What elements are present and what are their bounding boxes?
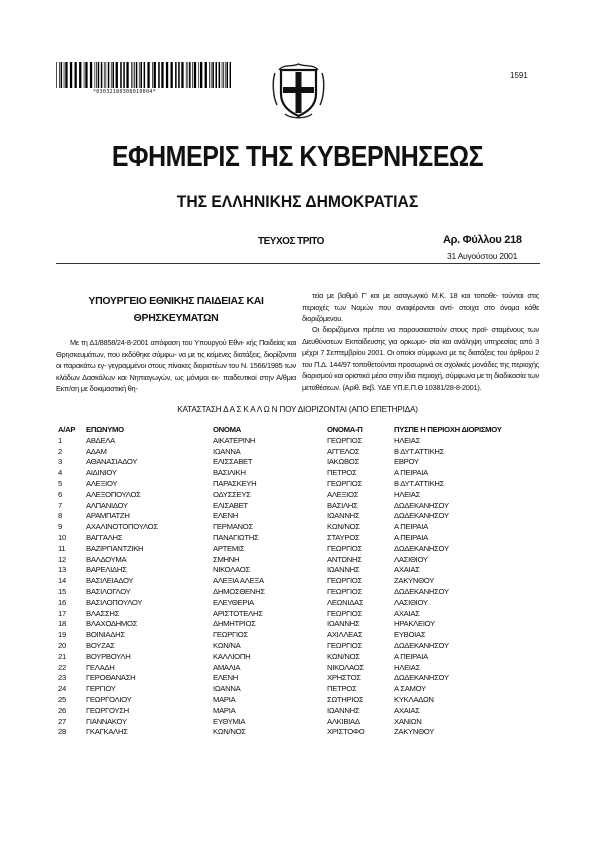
- barcode-bar: [178, 62, 180, 88]
- cell-appointment-area: ΕΥΒΟΙΑΣ: [394, 630, 426, 640]
- cell-serial: 18: [58, 619, 66, 629]
- cell-fathers-name: ΑΓΓΕΛΟΣ: [327, 446, 360, 456]
- issue-date: 31 Αυγούστου 2001: [447, 251, 518, 261]
- cell-first-name: ΚΑΛΛΙΟΠΗ: [213, 651, 251, 661]
- barcode-bar: [186, 62, 187, 88]
- cell-serial: 19: [58, 630, 66, 640]
- cell-serial: 24: [58, 684, 66, 694]
- cell-appointment-area: Α ΠΕΙΡΑΙΑ: [394, 468, 428, 478]
- cell-serial: 13: [58, 565, 66, 575]
- cell-fathers-name: ΙΑΚΩΒΟΣ: [327, 457, 359, 467]
- cell-first-name: ΑΜΑΛΙΑ: [213, 662, 241, 672]
- barcode-bar: [96, 62, 97, 88]
- table-row: [58, 533, 548, 544]
- cell-fathers-name: ΑΧΙΛΛΕΑΣ: [327, 630, 363, 640]
- table-row: [58, 544, 548, 555]
- cell-surname: ΓΕΩΡΓΟΛΙΟΥ: [86, 694, 132, 704]
- cell-surname: ΑΛΕΞΟΠΟΥΛΟΣ: [86, 489, 141, 499]
- cell-first-name: ΕΛΕΝΗ: [213, 673, 238, 683]
- table-row: [58, 663, 548, 674]
- table-body: [58, 436, 548, 738]
- cell-surname: ΒΑΖΙΡΓΙΑΝΤΖΙΚΗ: [86, 543, 144, 553]
- barcode-bar: [230, 62, 231, 88]
- cell-appointment-area: Β ΔΥΤ.ΑΤΤΙΚΗΣ: [394, 478, 445, 488]
- barcode-bar: [212, 62, 214, 88]
- table-row: [58, 684, 548, 695]
- cell-surname: ΑΛΠΑΝΙΔΟΥ: [86, 500, 128, 510]
- barcode-bar: [95, 62, 96, 88]
- cell-serial: 21: [58, 651, 66, 661]
- gazette-title: ΕΦΗΜΕΡΙΣ ΤΗΣ ΚΥΒΕΡΝΗΣΕΩΣ: [111, 141, 484, 173]
- cell-surname: ΒΟΥΖΑΣ: [86, 640, 115, 650]
- cell-surname: ΑΧΑΛΙΝΟΤΟΠΟΥΛΟΣ: [86, 522, 158, 532]
- barcode-bar: [188, 62, 189, 88]
- cell-appointment-area: ΔΩΔΕΚΑΝΗΣΟΥ: [394, 586, 449, 596]
- barcode-bar: [70, 62, 72, 88]
- cell-fathers-name: ΧΡΙΣΤΟΦΟ: [327, 727, 365, 737]
- cell-serial: 2: [58, 446, 62, 456]
- cell-surname: ΑΘΑΝΑΣΙΑΔΟΥ: [86, 457, 138, 467]
- cell-fathers-name: ΚΩΝ/ΝΟΣ: [327, 522, 360, 532]
- barcode-bar: [116, 62, 118, 88]
- ministry-heading: [56, 293, 296, 327]
- cell-fathers-name: ΣΤΑΥΡΟΣ: [327, 532, 360, 542]
- barcode-bar: [59, 62, 60, 88]
- cell-first-name: ΕΛΙΣΣΑΒΕΤ: [213, 457, 253, 467]
- cell-first-name: ΕΛΕΥΘΕΡΙΑ: [213, 597, 254, 607]
- cell-appointment-area: ΑΧΑΙΑΣ: [394, 608, 420, 618]
- cell-first-name: ΕΛΕΝΗ: [213, 511, 238, 521]
- cell-first-name: ΜΑΡΙΑ: [213, 705, 236, 715]
- barcode-bar: [123, 62, 125, 88]
- table-row: [58, 717, 548, 728]
- cell-fathers-name: ΓΕΩΡΓΙΟΣ: [327, 586, 362, 596]
- header-appointment-area: ΠΥΣΠΕ Η ΠΕΡΙΟΧΗ ΔΙΟΡΙΣΜΟΥ: [394, 425, 502, 434]
- barcode-number: *03032180308010004*: [93, 89, 156, 95]
- cell-surname: ΒΛΑΧΟΔΗΜΟΣ: [86, 619, 138, 629]
- barcode-bar: [154, 62, 156, 88]
- cell-first-name: ΓΕΩΡΓΙΟΣ: [213, 630, 248, 640]
- table-row: [58, 555, 548, 566]
- cell-fathers-name: ΓΕΩΡΓΙΟΣ: [327, 543, 362, 553]
- barcode-bar: [171, 62, 173, 88]
- cell-surname: ΓΕΡΓΙΟΥ: [86, 684, 116, 694]
- cell-fathers-name: ΠΕΤΡΟΣ: [327, 684, 357, 694]
- cell-fathers-name: ΓΕΩΡΓΙΟΣ: [327, 478, 362, 488]
- cell-fathers-name: ΑΛΕΞΙΟΣ: [327, 489, 359, 499]
- cell-surname: ΓΕΩΡΓΟΥΣΗ: [86, 705, 129, 715]
- cell-first-name: ΙΩΑΝΝΑ: [213, 446, 241, 456]
- table-row: [58, 727, 548, 738]
- header-fathers-name: ΟΝΟΜΑ-Π: [327, 425, 363, 434]
- barcode-bar: [106, 62, 107, 88]
- cell-first-name: ΓΕΡΜΑΝΟΣ: [213, 522, 253, 532]
- cell-fathers-name: ΓΕΩΡΓΙΟΣ: [327, 640, 362, 650]
- cell-appointment-area: ΗΛΕΙΑΣ: [394, 662, 421, 672]
- cell-first-name: ΕΛΙΣΑΒΕΤ: [213, 500, 248, 510]
- cell-fathers-name: ΓΕΩΡΓΙΟΣ: [327, 435, 362, 445]
- barcode-bar: [211, 62, 212, 88]
- cell-appointment-area: ΔΩΔΕΚΑΝΗΣΟΥ: [394, 500, 449, 510]
- table-row: [58, 673, 548, 684]
- header-first-name: ΟΝΟΜΑ: [213, 425, 241, 434]
- cell-first-name: ΔΗΜΗΤΡΙΟΣ: [213, 619, 256, 629]
- cell-appointment-area: Α ΣΑΜΟΥ: [394, 684, 426, 694]
- cell-surname: ΓΙΑΝΝΑΚΟΥ: [86, 716, 127, 726]
- cell-serial: 16: [58, 597, 66, 607]
- cell-appointment-area: ΑΧΑΙΑΣ: [394, 705, 420, 715]
- cell-surname: ΒΑΣΙΛΕΙΑΔΟΥ: [86, 576, 134, 586]
- barcode-bar: [133, 62, 134, 88]
- ministry-heading-line1: ΥΠΟΥΡΓΕΙΟ ΕΘΝΙΚΗΣ ΠΑΙΔΕΙΑΣ ΚΑΙ: [88, 295, 264, 307]
- barcode-bar: [98, 62, 100, 88]
- cell-fathers-name: ΙΩΑΝΝΗΣ: [327, 619, 360, 629]
- cell-serial: 7: [58, 500, 62, 510]
- barcode-bar: [61, 62, 63, 88]
- table-row: [58, 565, 548, 576]
- cell-appointment-area: ΗΛΕΙΑΣ: [394, 435, 421, 445]
- cell-first-name: ΑΛΕΞΙΑ ΑΛΕΞΑ: [213, 576, 264, 586]
- barcode-bar: [101, 62, 103, 88]
- barcode-bar: [136, 62, 138, 88]
- cell-serial: 4: [58, 468, 62, 478]
- cell-serial: 8: [58, 511, 62, 521]
- cell-surname: ΑΙΔΙΝΙΟΥ: [86, 468, 117, 478]
- table-row: [58, 587, 548, 598]
- cell-serial: 28: [58, 727, 66, 737]
- cell-surname: ΑΛΕΞΙΟΥ: [86, 478, 118, 488]
- cell-appointment-area: Α ΠΕΙΡΑΙΑ: [394, 532, 428, 542]
- gazette-subtitle: ΤΗΣ ΕΛΛΗΝΙΚΗΣ ΔΗΜΟΚΡΑΤΙΑΣ: [176, 192, 419, 211]
- cell-first-name: ΒΑΣΙΛΙΚΗ: [213, 468, 246, 478]
- cell-first-name: ΠΑΝΑΓΙΩΤΗΣ: [213, 532, 259, 542]
- table-row: [58, 652, 548, 663]
- cell-first-name: ΕΥΘΥΜΙΑ: [213, 716, 246, 726]
- cell-surname: ΒΛΑΣΣΗΣ: [86, 608, 120, 618]
- barcode-bar: [227, 62, 229, 88]
- cell-fathers-name: ΑΛΚΙΒΙΑΔ: [327, 716, 360, 726]
- cell-serial: 14: [58, 576, 66, 586]
- greek-coat-of-arms-icon: [271, 61, 326, 121]
- barcode-bar: [222, 62, 223, 88]
- barcode-bar: [111, 62, 112, 88]
- barcode-bar: [75, 62, 77, 88]
- cell-surname: ΓΕΛΑΔΗ: [86, 662, 115, 672]
- barcode-bar: [216, 62, 218, 88]
- table-row: [58, 522, 548, 533]
- barcode-bar: [225, 62, 226, 88]
- cell-appointment-area: ΔΩΔΕΚΑΝΗΣΟΥ: [394, 543, 449, 553]
- barcode-bar: [147, 62, 149, 88]
- cell-first-name: ΔΗΜΟΣΘΕΝΗΣ: [213, 586, 265, 596]
- barcode-bar: [192, 62, 193, 88]
- cell-surname: ΒΑΓΓΑΛΗΣ: [86, 532, 123, 542]
- sheet-number: Αρ. Φύλλου 218: [443, 234, 522, 246]
- barcode-bar: [64, 62, 65, 88]
- table-row: [58, 447, 548, 458]
- barcode-bar: [194, 62, 196, 88]
- cell-serial: 23: [58, 673, 66, 683]
- table-row: [58, 490, 548, 501]
- barcode-bar: [189, 62, 191, 88]
- barcode-bar: [139, 62, 140, 88]
- cell-serial: 10: [58, 532, 66, 542]
- table-row: [58, 630, 548, 641]
- cell-serial: 5: [58, 478, 62, 488]
- barcode-bar: [134, 62, 135, 88]
- cell-serial: 26: [58, 705, 66, 715]
- cell-fathers-name: ΣΩΤΗΡΙΟΣ: [327, 694, 364, 704]
- barcode-bar: [166, 62, 168, 88]
- page-number: 1591: [510, 71, 528, 80]
- table-row: [58, 619, 548, 630]
- barcode: [56, 62, 231, 90]
- cell-serial: 27: [58, 716, 66, 726]
- cell-appointment-area: ΛΑΣΙΘΙΟΥ: [394, 597, 428, 607]
- cell-fathers-name: ΧΡΗΣΤΟΣ: [327, 673, 361, 683]
- cell-fathers-name: ΙΩΑΝΝΗΣ: [327, 511, 360, 521]
- table-row: [58, 641, 548, 652]
- table-header-row: [58, 425, 548, 436]
- barcode-bar: [205, 62, 207, 88]
- barcode-bar: [158, 62, 160, 88]
- table-row: [58, 576, 548, 587]
- cell-surname: ΑΡΑΜΠΑΤΖΗ: [86, 511, 130, 521]
- cell-appointment-area: ΔΩΔΕΚΑΝΗΣΟΥ: [394, 673, 449, 683]
- cell-first-name: ΚΩΝ/ΝΟΣ: [213, 727, 246, 737]
- cell-appointment-area: ΗΛΕΙΑΣ: [394, 489, 421, 499]
- cell-surname: ΒΟΥΡΒΟΥΛΗ: [86, 651, 131, 661]
- cell-serial: 25: [58, 694, 66, 704]
- barcode-bar: [144, 62, 146, 88]
- appointees-table: [58, 425, 548, 738]
- cell-serial: 1: [58, 435, 62, 445]
- barcode-bar: [200, 62, 202, 88]
- table-row: [58, 598, 548, 609]
- cell-fathers-name: ΓΕΩΡΓΙΟΣ: [327, 576, 362, 586]
- cell-serial: 22: [58, 662, 66, 672]
- cell-first-name: ΑΡΤΕΜΙΣ: [213, 543, 245, 553]
- table-row: [58, 457, 548, 468]
- table-row: [58, 511, 548, 522]
- cell-surname: ΒΟΙΝΙΑΔΗΣ: [86, 630, 125, 640]
- barcode-bar: [181, 62, 183, 88]
- cell-fathers-name: ΛΕΩΝΙΔΑΣ: [327, 597, 364, 607]
- cell-surname: ΓΚΑΓΚΑΛΗΣ: [86, 727, 128, 737]
- cell-serial: 12: [58, 554, 66, 564]
- cell-serial: 6: [58, 489, 62, 499]
- barcode-bar: [175, 62, 177, 88]
- barcode-bar: [209, 62, 210, 88]
- cell-fathers-name: ΙΩΑΝΝΗΣ: [327, 565, 360, 575]
- cell-first-name: ΑΡΙΣΤΟΤΕΛΗΣ: [213, 608, 263, 618]
- cell-appointment-area: ΔΩΔΕΚΑΝΗΣΟΥ: [394, 511, 449, 521]
- ministry-heading-line2: ΘΡΗΣΚΕΥΜΑΤΩΝ: [133, 312, 219, 324]
- header-surname: ΕΠΩΝΥΜΟ: [86, 425, 124, 434]
- barcode-bar: [120, 62, 122, 88]
- cell-appointment-area: ΧΑΝΙΩΝ: [394, 716, 422, 726]
- barcode-bar: [65, 62, 67, 88]
- cell-surname: ΑΔΑΜ: [86, 446, 107, 456]
- cell-surname: ΒΑΛΔΟΥΜΑ: [86, 554, 127, 564]
- decision-paragraph-continued: τεία με βαθμό Γ' και με εισαγωγικό Μ.Κ. 18 και τοποθε- τούνται στις περιοχές των Νομών που αναφέρονται αντί- στοιχα στο όνομα κάθε διοριζόμενου.: [302, 291, 539, 324]
- cell-fathers-name: ΒΑΣΙΛΗΣ: [327, 500, 358, 510]
- barcode-bar: [85, 62, 87, 88]
- table-row: [58, 468, 548, 479]
- cell-fathers-name: ΑΝΤΩΝΗΣ: [327, 554, 362, 564]
- cell-appointment-area: ΕΒΡΟΥ: [394, 457, 419, 467]
- cell-serial: 15: [58, 586, 66, 596]
- table-row: [58, 436, 548, 447]
- cell-appointment-area: Α ΠΕΙΡΑΙΑ: [394, 651, 428, 661]
- table-title: ΚΑΤΑΣΤΑΣΗ Δ Α Σ Κ Α Λ Ω Ν ΠΟΥ ΔΙΟΡΙΖΟΝΤΑΙ (ΑΠΟ ΕΠΕΤΗΡΙΔΑ): [177, 405, 418, 414]
- barcode-bar: [84, 62, 85, 88]
- cell-appointment-area: ΖΑΚΥΝΘΟΥ: [394, 727, 435, 737]
- cell-serial: 20: [58, 640, 66, 650]
- cell-appointment-area: Α ΠΕΙΡΑΙΑ: [394, 522, 428, 532]
- reporting-instructions-paragraph: Οι διοριζόμενοι πρέπει να παρουσιαστούν στους προϊ- σταμένους των Διευθύνσεων Εκπαίδευσης για ορκωμο- σία και ανάληψη υπηρεσίας από 3 μέχρι 7 Σεπτεμβρίου 2001. Οι οποίοι σύμφωνα με τις διατάξεις του άρθρου 2 του Π.Δ. 144/97 τοποθετούνται προσωρινά σε σχολικές μονάδες της περιοχής διορισμού και οριστικά μέσα στην ίδια περιοχή, σύμφωνα με τη διαδικασία των μεταθέσεων. (Αριθ. Βεβ. ΥΔΕ ΥΠ.Ε.Π.Θ 10381/28-8-2001).: [302, 325, 539, 392]
- cell-first-name: ΠΑΡΑΣΚΕΥΗ: [213, 478, 257, 488]
- table-row: [58, 695, 548, 706]
- cell-fathers-name: ΓΕΩΡΓΙΟΣ: [327, 608, 362, 618]
- table-row: [58, 479, 548, 490]
- cell-appointment-area: ΔΩΔΕΚΑΝΗΣΟΥ: [394, 640, 449, 650]
- cell-fathers-name: ΠΕΤΡΟΣ: [327, 468, 357, 478]
- barcode-bar: [152, 62, 153, 88]
- cell-serial: 3: [58, 457, 62, 467]
- header-divider: [56, 263, 540, 264]
- issue-type: ΤΕΥΧΟΣ ΤΡΙΤΟ: [258, 236, 324, 247]
- table-row: [58, 501, 548, 512]
- cell-appointment-area: ΛΑΣΙΘΙΟΥ: [394, 554, 428, 564]
- cell-appointment-area: ΗΡΑΚΛΕΙΟΥ: [394, 619, 435, 629]
- decision-paragraph: Με τη Δ1/8858/24-8-2001 απόφαση του Υπουργού Εθνι- κής Παιδείας και Θρησκευμάτων, που εκδόθηκε σύμφω- να με τις κείμενες διατάξεις, διορίζονται οι παρακάτω εγ- γεγραμμένοι στους πίνακες διοριστέων του Ν. 1566/1985 των κλάδων Δασκάλων και Νηπιαγωγών, ως μόνιμοι εκ- παιδευτικοί στην Α/θμια Εκπ/ση με δοκιμαστική θη-: [56, 338, 296, 394]
- cell-first-name: ΚΩΝ/ΝΑ: [213, 640, 241, 650]
- barcode-bar: [198, 62, 199, 88]
- barcode-bar: [104, 62, 105, 88]
- cell-surname: ΒΑΣΙΛΟΠΟΥΛΟΥ: [86, 597, 143, 607]
- cell-appointment-area: Β ΔΥΤ.ΑΤΤΙΚΗΣ: [394, 446, 445, 456]
- barcode-bar: [126, 62, 128, 88]
- cell-first-name: ΟΔΥΣΣΕΥΣ: [213, 489, 251, 499]
- cell-surname: ΑΒΔΕΛΑ: [86, 435, 115, 445]
- cell-surname: ΓΕΡΟΘΑΝΑΣΗ: [86, 673, 136, 683]
- cell-surname: ΒΑΣΙΛΟΓΛΟΥ: [86, 586, 131, 596]
- barcode-bar: [113, 62, 115, 88]
- barcode-bar: [131, 62, 132, 88]
- barcode-bar: [56, 62, 57, 88]
- cell-first-name: ΝΙΚΟΛΑΟΣ: [213, 565, 250, 575]
- cell-serial: 11: [58, 543, 66, 553]
- cell-fathers-name: ΙΩΑΝΝΗΣ: [327, 705, 360, 715]
- barcode-bar: [108, 62, 110, 88]
- cell-surname: ΒΑΡΕΛΙΔΗΣ: [86, 565, 127, 575]
- cell-first-name: ΙΩΑΝΝΑ: [213, 684, 241, 694]
- cell-first-name: ΣΜΗΝΗ: [213, 554, 240, 564]
- cell-fathers-name: ΝΙΚΟΛΑΟΣ: [327, 662, 364, 672]
- barcode-bar: [141, 62, 143, 88]
- barcode-bar: [219, 62, 221, 88]
- barcode-bar: [90, 62, 92, 88]
- barcode-bar: [161, 62, 163, 88]
- cell-appointment-area: ΚΥΚΛΑΔΩΝ: [394, 694, 434, 704]
- cell-appointment-area: ΖΑΚΥΝΘΟΥ: [394, 576, 435, 586]
- cell-appointment-area: ΑΧΑΙΑΣ: [394, 565, 420, 575]
- cell-fathers-name: ΚΩΝ/ΝΟΣ: [327, 651, 360, 661]
- cell-first-name: ΑΙΚΑΤΕΡΙΝΗ: [213, 435, 256, 445]
- cell-serial: 17: [58, 608, 66, 618]
- cell-first-name: ΜΑΡΙΑ: [213, 694, 236, 704]
- cell-serial: 9: [58, 522, 62, 532]
- table-row: [58, 706, 548, 717]
- table-row: [58, 609, 548, 620]
- header-serial: Α/ΑΡ: [58, 425, 76, 434]
- barcode-bar: [223, 62, 224, 88]
- barcode-bar: [79, 62, 81, 88]
